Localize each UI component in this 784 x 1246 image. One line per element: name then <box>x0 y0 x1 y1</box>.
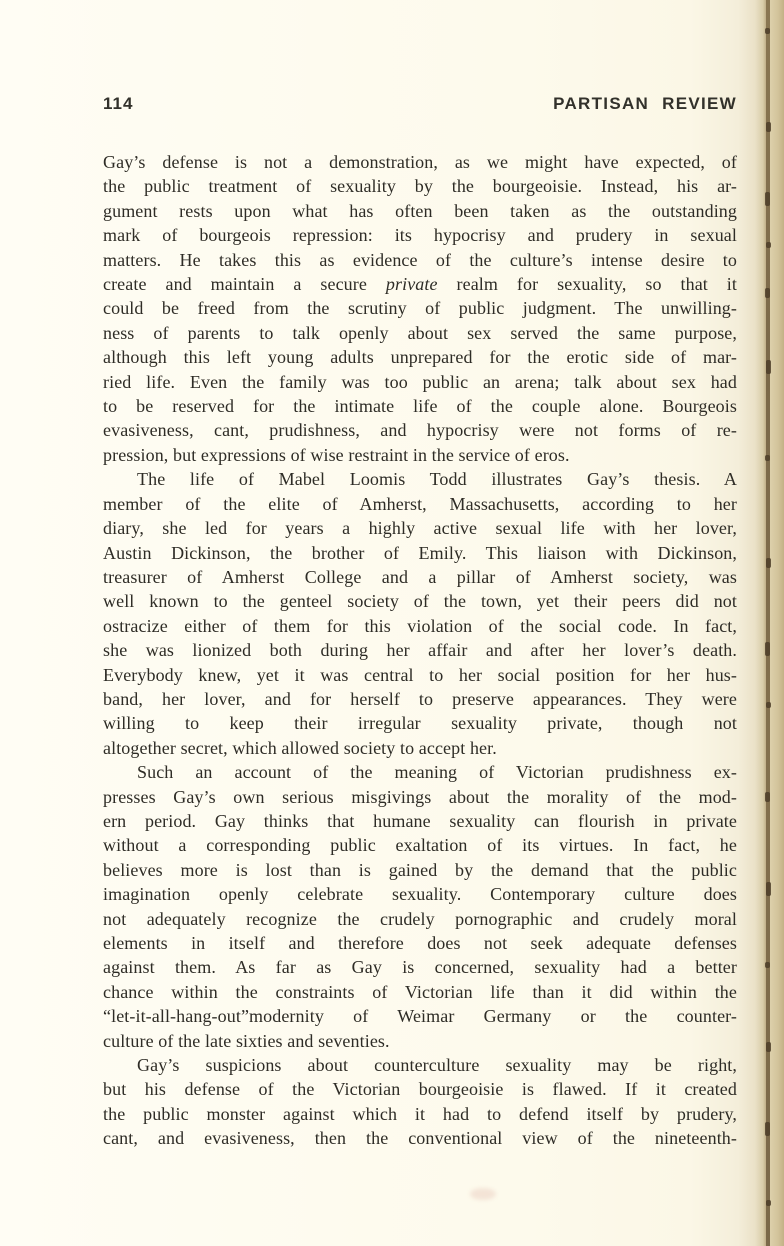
text-line: elements in itself and therefore does not seek adequate defenses <box>103 933 737 953</box>
adjacent-page-edge <box>770 0 784 1246</box>
text-line: chance within the constraints of Victorian life than it did within the <box>103 981 737 1002</box>
text-line: create and maintain a secure private realm for sexuality, so that it <box>103 274 738 295</box>
edge-speck <box>766 360 771 374</box>
text-line: pression, but expressions of wise restraint in the service of eros. <box>103 444 570 465</box>
edge-speck <box>765 792 770 802</box>
text-line: ostracize either of them for this violation of the social code. In fact, <box>103 615 737 636</box>
text-line: “let-it-all-hang-out”modernity of Weimar Germany or the counter- <box>103 1006 737 1027</box>
edge-speck <box>766 122 771 132</box>
edge-speck <box>766 242 771 248</box>
text-line: ern period. Gay thinks that humane sexuality can flourish in private <box>103 810 737 831</box>
text-line: against them. As far as Gay is concerned, sexuality had a better <box>103 957 737 978</box>
edge-speck <box>766 1200 771 1206</box>
text-line: without a corresponding public exaltation of its virtues. In fact, he <box>103 835 737 856</box>
edge-speck <box>765 288 770 298</box>
text-line: gument rests upon what has often been taken as the outstanding <box>103 200 737 221</box>
text-line: matters. He takes this as evidence of the culture’s intense desire to <box>103 249 737 270</box>
edge-speck <box>765 192 770 206</box>
running-head <box>103 94 737 114</box>
text-line: Gay’s defense is not a demonstration, as we might have expected, of <box>103 152 737 172</box>
paper-smudge <box>470 1188 496 1200</box>
edge-speck <box>766 558 771 568</box>
text-line: Everybody knew, yet it was central to her social position for her hus- <box>103 664 737 685</box>
page-number: 114 <box>103 94 134 113</box>
text-line: member of the elite of Amherst, Massachusetts, according to her <box>103 493 737 514</box>
text-line: presses Gay’s own serious misgivings about the morality of the mod- <box>103 786 737 807</box>
edge-speck <box>765 1122 770 1136</box>
text-line: to be reserved for the intimate life of the couple alone. Bourgeois <box>103 396 737 417</box>
edge-speck <box>765 642 770 656</box>
edge-speck <box>765 28 770 34</box>
text-line: mark of bourgeois repression: its hypocrisy and prudery in sexual <box>103 225 737 246</box>
text-line: ness of parents to talk openly about sex served the same purpose, <box>103 322 737 343</box>
edge-speck <box>766 1042 771 1052</box>
edge-speck <box>766 702 771 708</box>
text-line: altogether secret, which allowed society to accept her. <box>103 737 497 758</box>
text-line: not adequately recognize the crudely pornographic and crudely moral <box>103 908 737 929</box>
text-line: cant, and evasiveness, then the conventional view of the nineteenth- <box>103 1128 737 1149</box>
edge-speck <box>766 882 771 896</box>
text-line: culture of the late sixties and seventies. <box>103 1030 390 1051</box>
text-line: although this left young adults unprepared for the erotic side of mar- <box>103 347 737 368</box>
text-line: but his defense of the Victorian bourgeoisie is flawed. If it created <box>103 1079 737 1100</box>
body-text <box>103 150 737 1151</box>
text-line: Such an account of the meaning of Victorian prudishness ex- <box>137 762 737 783</box>
text-line: imagination openly celebrate sexuality. Contemporary culture does <box>103 884 737 905</box>
edge-speck <box>765 455 770 461</box>
text-line: The life of Mabel Loomis Todd illustrates Gay’s thesis. A <box>137 469 737 490</box>
text-line: ried life. Even the family was too public an arena; talk about sex had <box>103 371 737 392</box>
text-line: believes more is lost than is gained by the demand that the public <box>103 859 737 880</box>
text-line: willing to keep their irregular sexuality private, though not <box>103 713 737 734</box>
journal-title: PARTISAN REVIEW <box>553 94 737 113</box>
text-line: could be freed from the scrutiny of public judgment. The unwilling- <box>103 298 737 319</box>
edge-speck <box>765 962 770 968</box>
text-line: band, her lover, and for herself to preserve appearances. They were <box>103 688 737 709</box>
text-line: she was lionized both during her affair and after her lover’s death. <box>103 640 737 661</box>
text-line: treasurer of Amherst College and a pillar of Amherst society, was <box>103 566 737 587</box>
text-line: evasiveness, cant, prudishness, and hypocrisy were not forms of re- <box>103 420 737 441</box>
text-line: Gay’s suspicions about counterculture sexuality may be right, <box>137 1055 737 1076</box>
text-line: diary, she led for years a highly active sexual life with her lover, <box>103 518 737 539</box>
text-line: Austin Dickinson, the brother of Emily. This liaison with Dickinson, <box>103 542 737 563</box>
text-line: well known to the genteel society of the town, yet their peers did not <box>103 591 737 612</box>
text-line: the public monster against which it had to defend itself by prudery, <box>103 1103 737 1124</box>
text-line: the public treatment of sexuality by the bourgeoisie. Instead, his ar- <box>103 176 737 197</box>
